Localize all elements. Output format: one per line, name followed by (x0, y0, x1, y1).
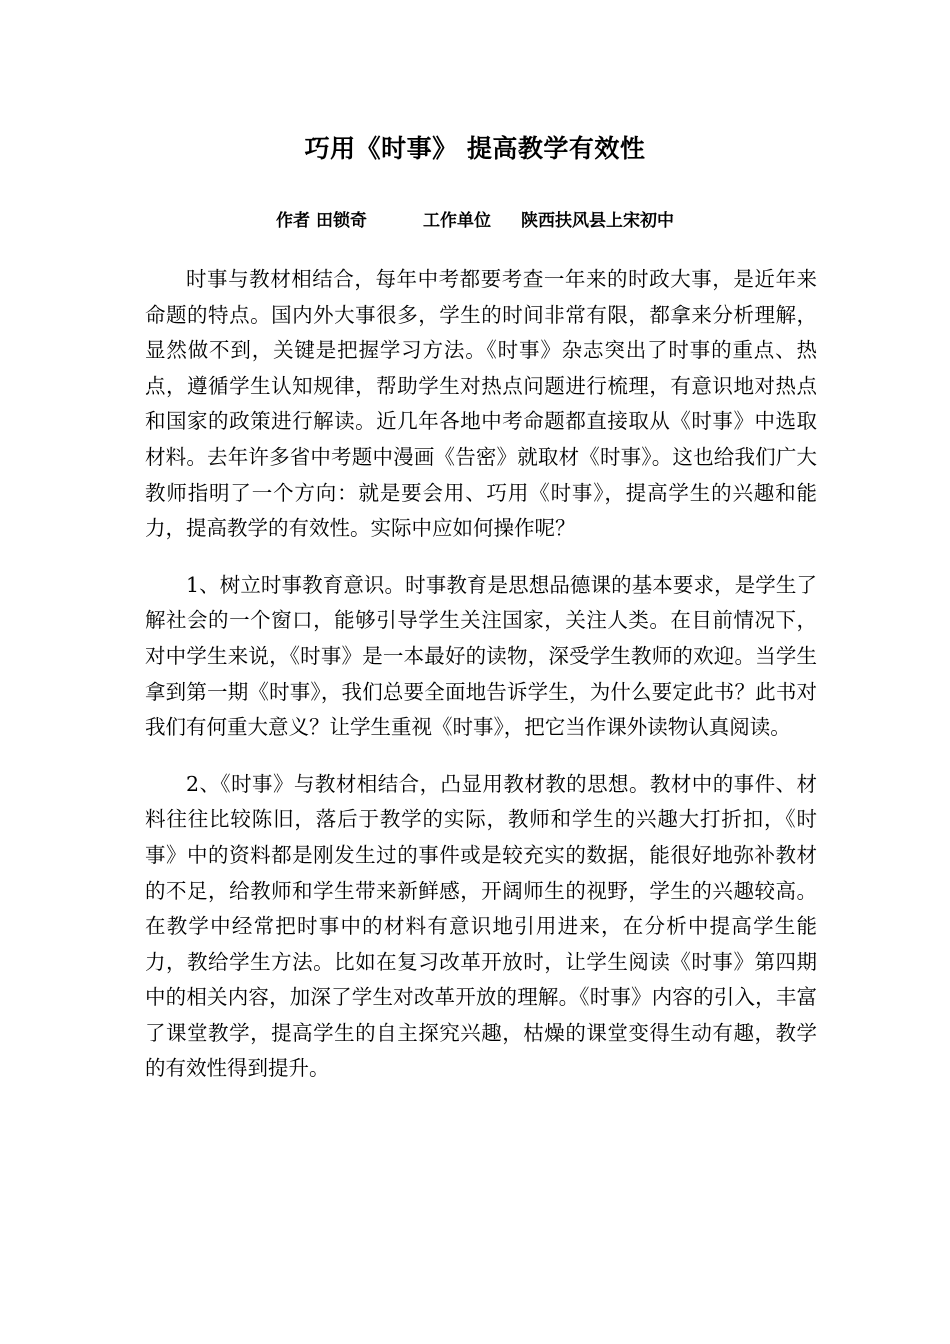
byline (0, 207, 950, 235)
unit-name: 陕西扶风县上宋初中 (520, 211, 674, 231)
unit-label: 工作单位 (422, 211, 491, 231)
paragraph-intro: 时事与教材相结合，每年中考都要考查一年来的时政大事，是近年来命题的特点。国内外大事很多，学生的时间非常有限，都拿来分析理解，显然做不到，关键是把握学习方法。《时事》杂志突出了时事的重点、热点，遵循学生认知规律，帮助学生对热点问题进行梳理，有意识地对热点和国家的政策进行解读。近几年各地中考命题都直接取从《时事》中选取材料。去年许多省中考题中漫画《告密》就取材《时事》。这也给我们广大教师指明了一个方向：就是要会用、巧用《时事》，提高学生的兴趣和能力，提高教学的有效性。实际中应如何操作呢？ (145, 267, 817, 541)
paragraph-point-2: 2、《时事》与教材相结合，凸显用教材教的思想。教材中的事件、材料往往比较陈旧，落后于教学的实际，教师和学生的兴趣大打折扣，《时事》中的资料都是刚发生过的事件或是较充实的数据，能很好地弥补教材的不足，给教师和学生带来新鲜感，开阔师生的视野，学生的兴趣较高。在教学中经常把时事中的材料有意识地引用进来，在分析中提高学生能力，教给学生方法。比如在复习改革开放时，让学生阅读《时事》第四期中的相关内容，加深了学生对改革开放的理解。《时事》内容的引入，丰富了课堂教学，提高学生的自主探究兴趣，枯燥的课堂变得生动有趣，教学的有效性得到提升。 (145, 771, 817, 1081)
document-title: 巧用《时事》 提高教学有效性 (304, 134, 646, 163)
document-body (145, 262, 817, 1087)
author-label: 作者 (276, 211, 311, 231)
paragraph-point-1: 1、树立时事教育意识。时事教育是思想品德课的基本要求，是学生了解社会的一个窗口，能够引导学生关注国家，关注人类。在目前情况下，对中学生来说，《时事》是一本最好的读物，深受学生教师的欢迎。当学生拿到第一期《时事》，我们总要全面地告诉学生，为什么要定此书？此书对我们有何重大意义？让学生重视《时事》，把它当作课外读物认真阅读。 (145, 572, 817, 740)
author-name: 田锁奇 (315, 211, 367, 231)
